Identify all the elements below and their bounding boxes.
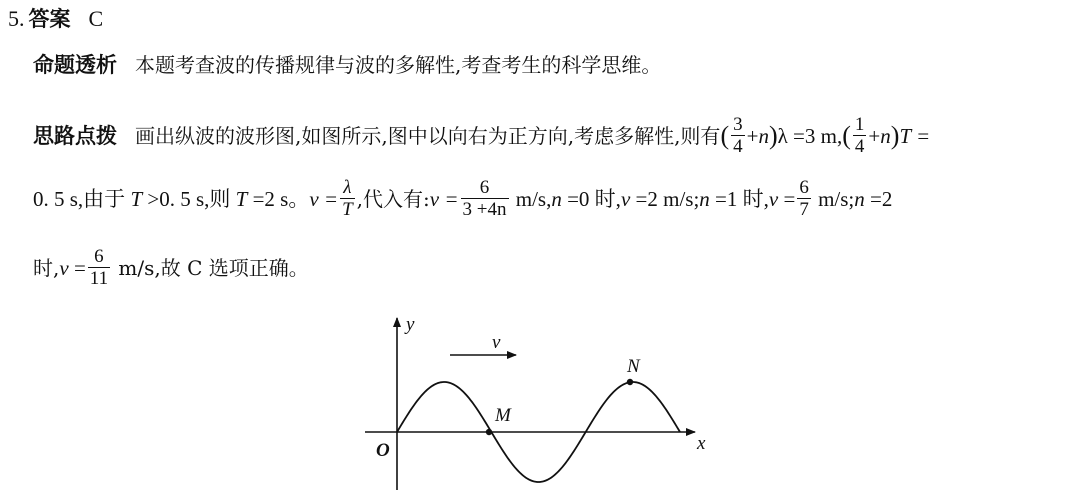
- v1-unit: m/s;: [812, 187, 855, 211]
- substitute-text: ,代入有:: [356, 187, 430, 211]
- v2-equation: =: [68, 256, 86, 280]
- hint-title: 思路点拨: [33, 124, 117, 148]
- n2-symbol: n: [854, 187, 865, 211]
- answer-label: 答案: [28, 7, 71, 31]
- answer-value: C: [88, 6, 104, 31]
- n0-symbol: n: [551, 187, 562, 211]
- fraction-denominator: 3 +4n: [462, 199, 507, 220]
- point-m-label: M: [495, 405, 511, 426]
- fraction-denominator: 7: [799, 199, 809, 220]
- velocity-label: v: [492, 332, 501, 353]
- x-axis-label: x: [697, 433, 706, 454]
- n2-equation: =2: [864, 187, 893, 211]
- v1-symbol: v: [768, 187, 779, 211]
- unit-1: m/s,: [510, 187, 552, 211]
- question-number: 5.: [8, 6, 25, 31]
- analysis-title: 命题透析: [33, 53, 117, 77]
- velocity-equation: v =: [309, 187, 339, 211]
- y-axis-label: y: [406, 314, 415, 335]
- paren-close-2: ): [890, 120, 900, 150]
- v1-equation: =: [778, 187, 796, 211]
- origin-label: O: [376, 440, 390, 461]
- plus-n: +n: [746, 124, 769, 148]
- fraction-denominator: 4: [854, 136, 865, 157]
- point-n-label: N: [627, 356, 640, 377]
- fraction-numerator: 6: [88, 246, 110, 268]
- v0-value: =2 m/s;: [630, 187, 700, 211]
- n1-equation: =1 时,: [709, 187, 769, 211]
- paren-open: (: [720, 120, 730, 150]
- line2-c: >0. 5 s,则: [142, 187, 236, 211]
- plus-n-2: +n: [868, 124, 891, 148]
- v0-symbol: v: [620, 187, 631, 211]
- line2-e: =2 s。: [247, 187, 310, 211]
- line4-b: m/s,故 C 选项正确。: [112, 256, 309, 280]
- line4-a: 时,: [33, 256, 60, 280]
- v2-symbol: v: [59, 256, 69, 280]
- velocity-equation-2: v =: [429, 187, 459, 211]
- point-m: [486, 429, 492, 435]
- paren-close: ): [768, 120, 778, 150]
- n0-equation: =0 时,: [561, 187, 621, 211]
- line2-a: 0. 5 s,由于: [33, 187, 131, 211]
- fraction-denominator: 11: [89, 268, 109, 289]
- analysis-text: 本题考查波的传播规律与波的多解性,考查考生的科学思维。: [135, 53, 662, 77]
- hint-text-1: 画出纵波的波形图,如图所示,图中以向右为正方向,考虑多解性,则有: [135, 124, 721, 148]
- period-equation: T =: [899, 124, 931, 148]
- paren-open-2: (: [842, 120, 851, 150]
- lambda-equation: λ =3 m,: [777, 124, 843, 148]
- fraction-numerator: λ: [340, 177, 355, 199]
- n1-symbol: n: [699, 187, 710, 211]
- point-n: [627, 379, 633, 385]
- line2-b: T: [130, 187, 143, 211]
- fraction-numerator: 3: [733, 114, 743, 135]
- fraction-numerator: 6: [461, 177, 509, 199]
- fraction-numerator: 1: [854, 114, 865, 135]
- fraction-numerator: 6: [799, 177, 809, 198]
- line2-d: T: [235, 187, 248, 211]
- fraction-denominator: 4: [733, 136, 743, 157]
- fraction-denominator: T: [342, 199, 353, 220]
